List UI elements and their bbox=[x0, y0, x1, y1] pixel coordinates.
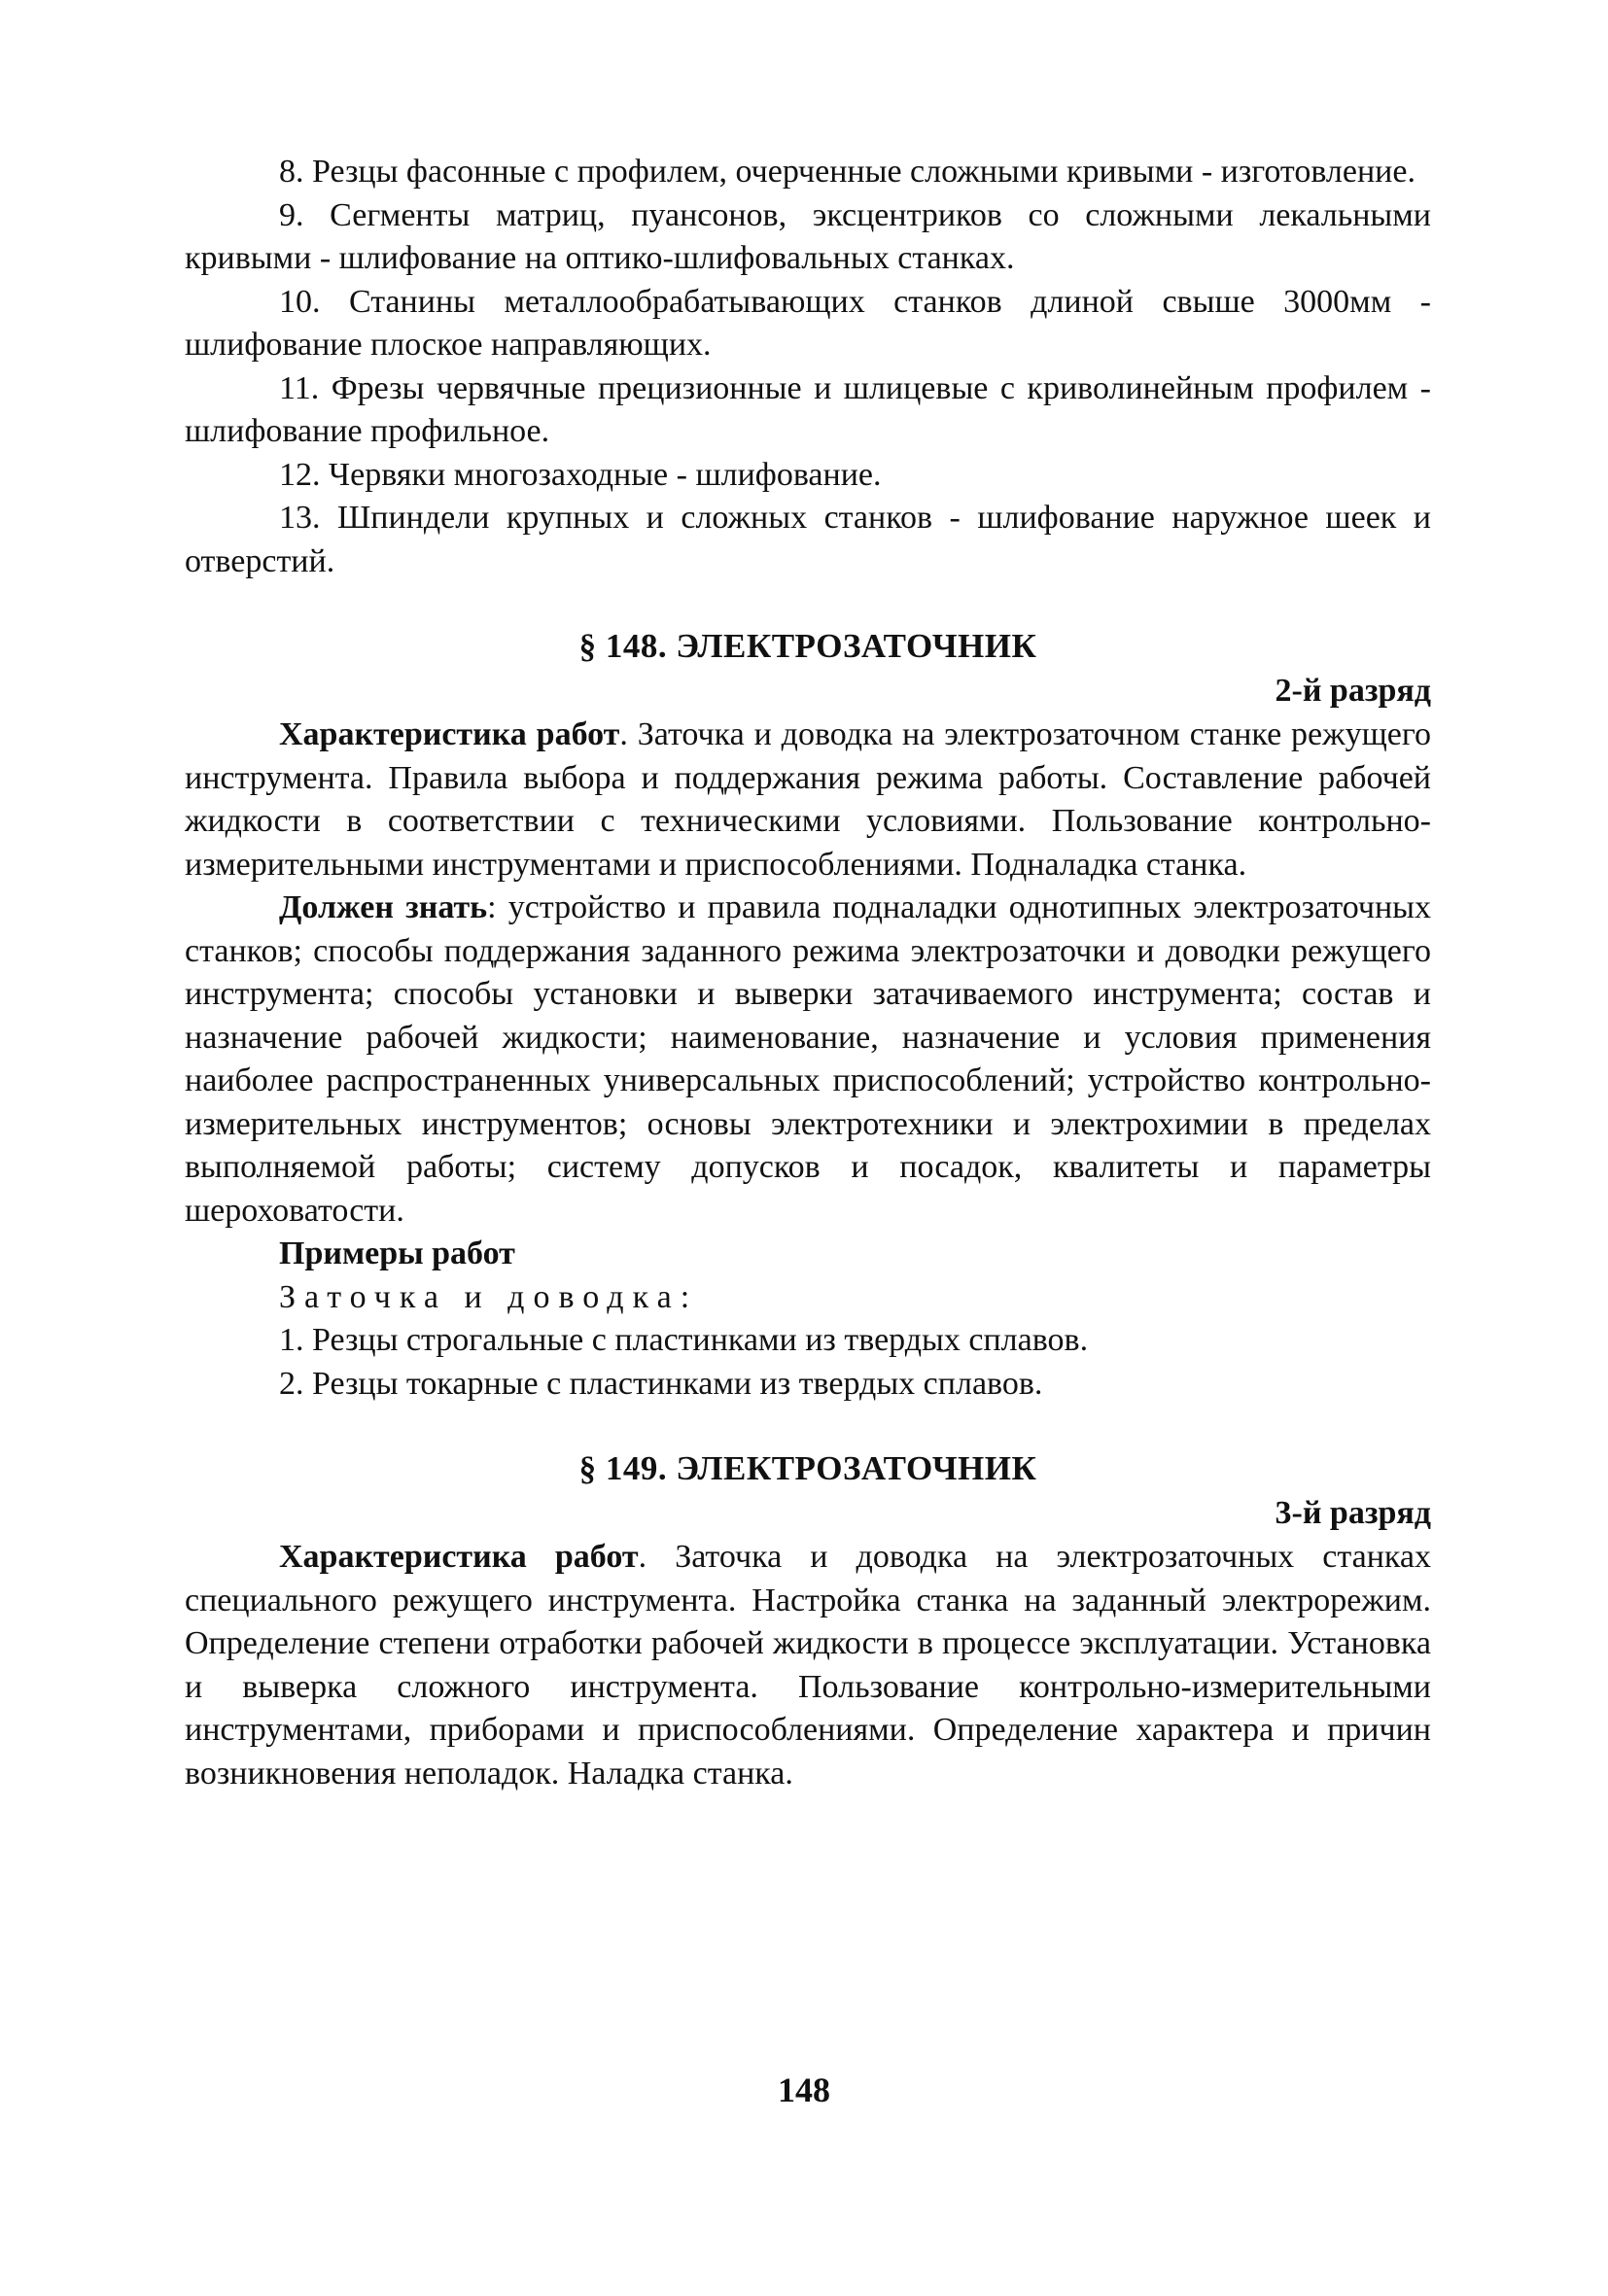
section-149-title: § 149. ЭЛЕКТРОЗАТОЧНИК bbox=[578, 1449, 1037, 1487]
characteristic-text: . Заточка и доводка на электрозаточных станках специального режущего инструмента. Настройка станка на заданный электрорежим. Определение степени отработки рабочей жидкости в процессе эксплуатации. Установка и выверка сложного инструмента. Пользование контрольно-измерительными инструментами, приборами и приспособлениями. Определение характера и причин возникновения неполадок. Наладка станка. bbox=[185, 1539, 1432, 1792]
page-number: 148 bbox=[778, 2070, 830, 2109]
characteristic-label: Характеристика работ bbox=[279, 716, 620, 752]
list-item: 8. Резцы фасонные с профилем, очерченные сложными кривыми - изготовление. bbox=[279, 154, 1416, 190]
list-item: 12. Червяки многозаходные - шлифование. bbox=[279, 456, 882, 493]
knowledge-text: : устройство и правила подналадки однотипных электрозаточных станков; способы поддержания заданного режима электрозаточки и доводки режущего инструмента; способы установки и выверки затачиваемого инструмента; состав и назначение рабочей жидкости; наименование, назначение и условия применения наиболее распространенных универсальных приспособлений; устройство контрольно-измерительных инструментов; основы электротехники и электрохимии в пределах выполняемой работы; систему допусков и посадок, квалитеты и параметры шероховатости. bbox=[185, 889, 1431, 1229]
section-148-rank: 2-й разряд bbox=[1275, 673, 1431, 709]
knowledge-label: Должен знать bbox=[279, 889, 488, 925]
document-page bbox=[185, 151, 1431, 1795]
section-148-characteristic bbox=[185, 713, 1431, 887]
list-item: 13. Шпиндели крупных и сложных станков - шлифование наружное шеек и отверстий. bbox=[185, 500, 1431, 579]
section-149-characteristic bbox=[185, 1536, 1431, 1795]
example-item: 1. Резцы строгальные с пластинками из твердых сплавов. bbox=[279, 1322, 1089, 1358]
examples-label: Примеры работ bbox=[279, 1235, 515, 1271]
list-item: 9. Сегменты матриц, пуансонов, эксцентриков со сложными лекальными кривыми - шлифование на оптико-шлифовальных станках. bbox=[185, 196, 1431, 276]
examples-subheading: Заточка и доводка: bbox=[279, 1278, 699, 1315]
section-148-knowledge bbox=[185, 887, 1431, 1233]
section-149-rank: 3-й разряд bbox=[1275, 1495, 1431, 1531]
list-item: 11. Фрезы червячные прецизионные и шлицевые с криволинейным профилем - шлифование профильное. bbox=[185, 369, 1431, 449]
list-item: 10. Станины металлообрабатывающих станков длиной свыше 3000мм - шлифование плоское направляющих. bbox=[185, 283, 1431, 363]
characteristic-text: . Заточка и доводка на электрозаточном станке режущего инструмента. Правила выбора и поддержания режима работы. Составление рабочей жидкости в соответствии с техническими условиями. Пользование контрольно-измерительными инструментами и приспособлениями. Подналадка станка. bbox=[185, 716, 1431, 883]
characteristic-label: Характеристика работ bbox=[279, 1539, 639, 1575]
section-148-title: § 148. ЭЛЕКТРОЗАТОЧНИК bbox=[578, 627, 1037, 665]
example-item: 2. Резцы токарные с пластинками из твердых сплавов. bbox=[279, 1365, 1043, 1402]
